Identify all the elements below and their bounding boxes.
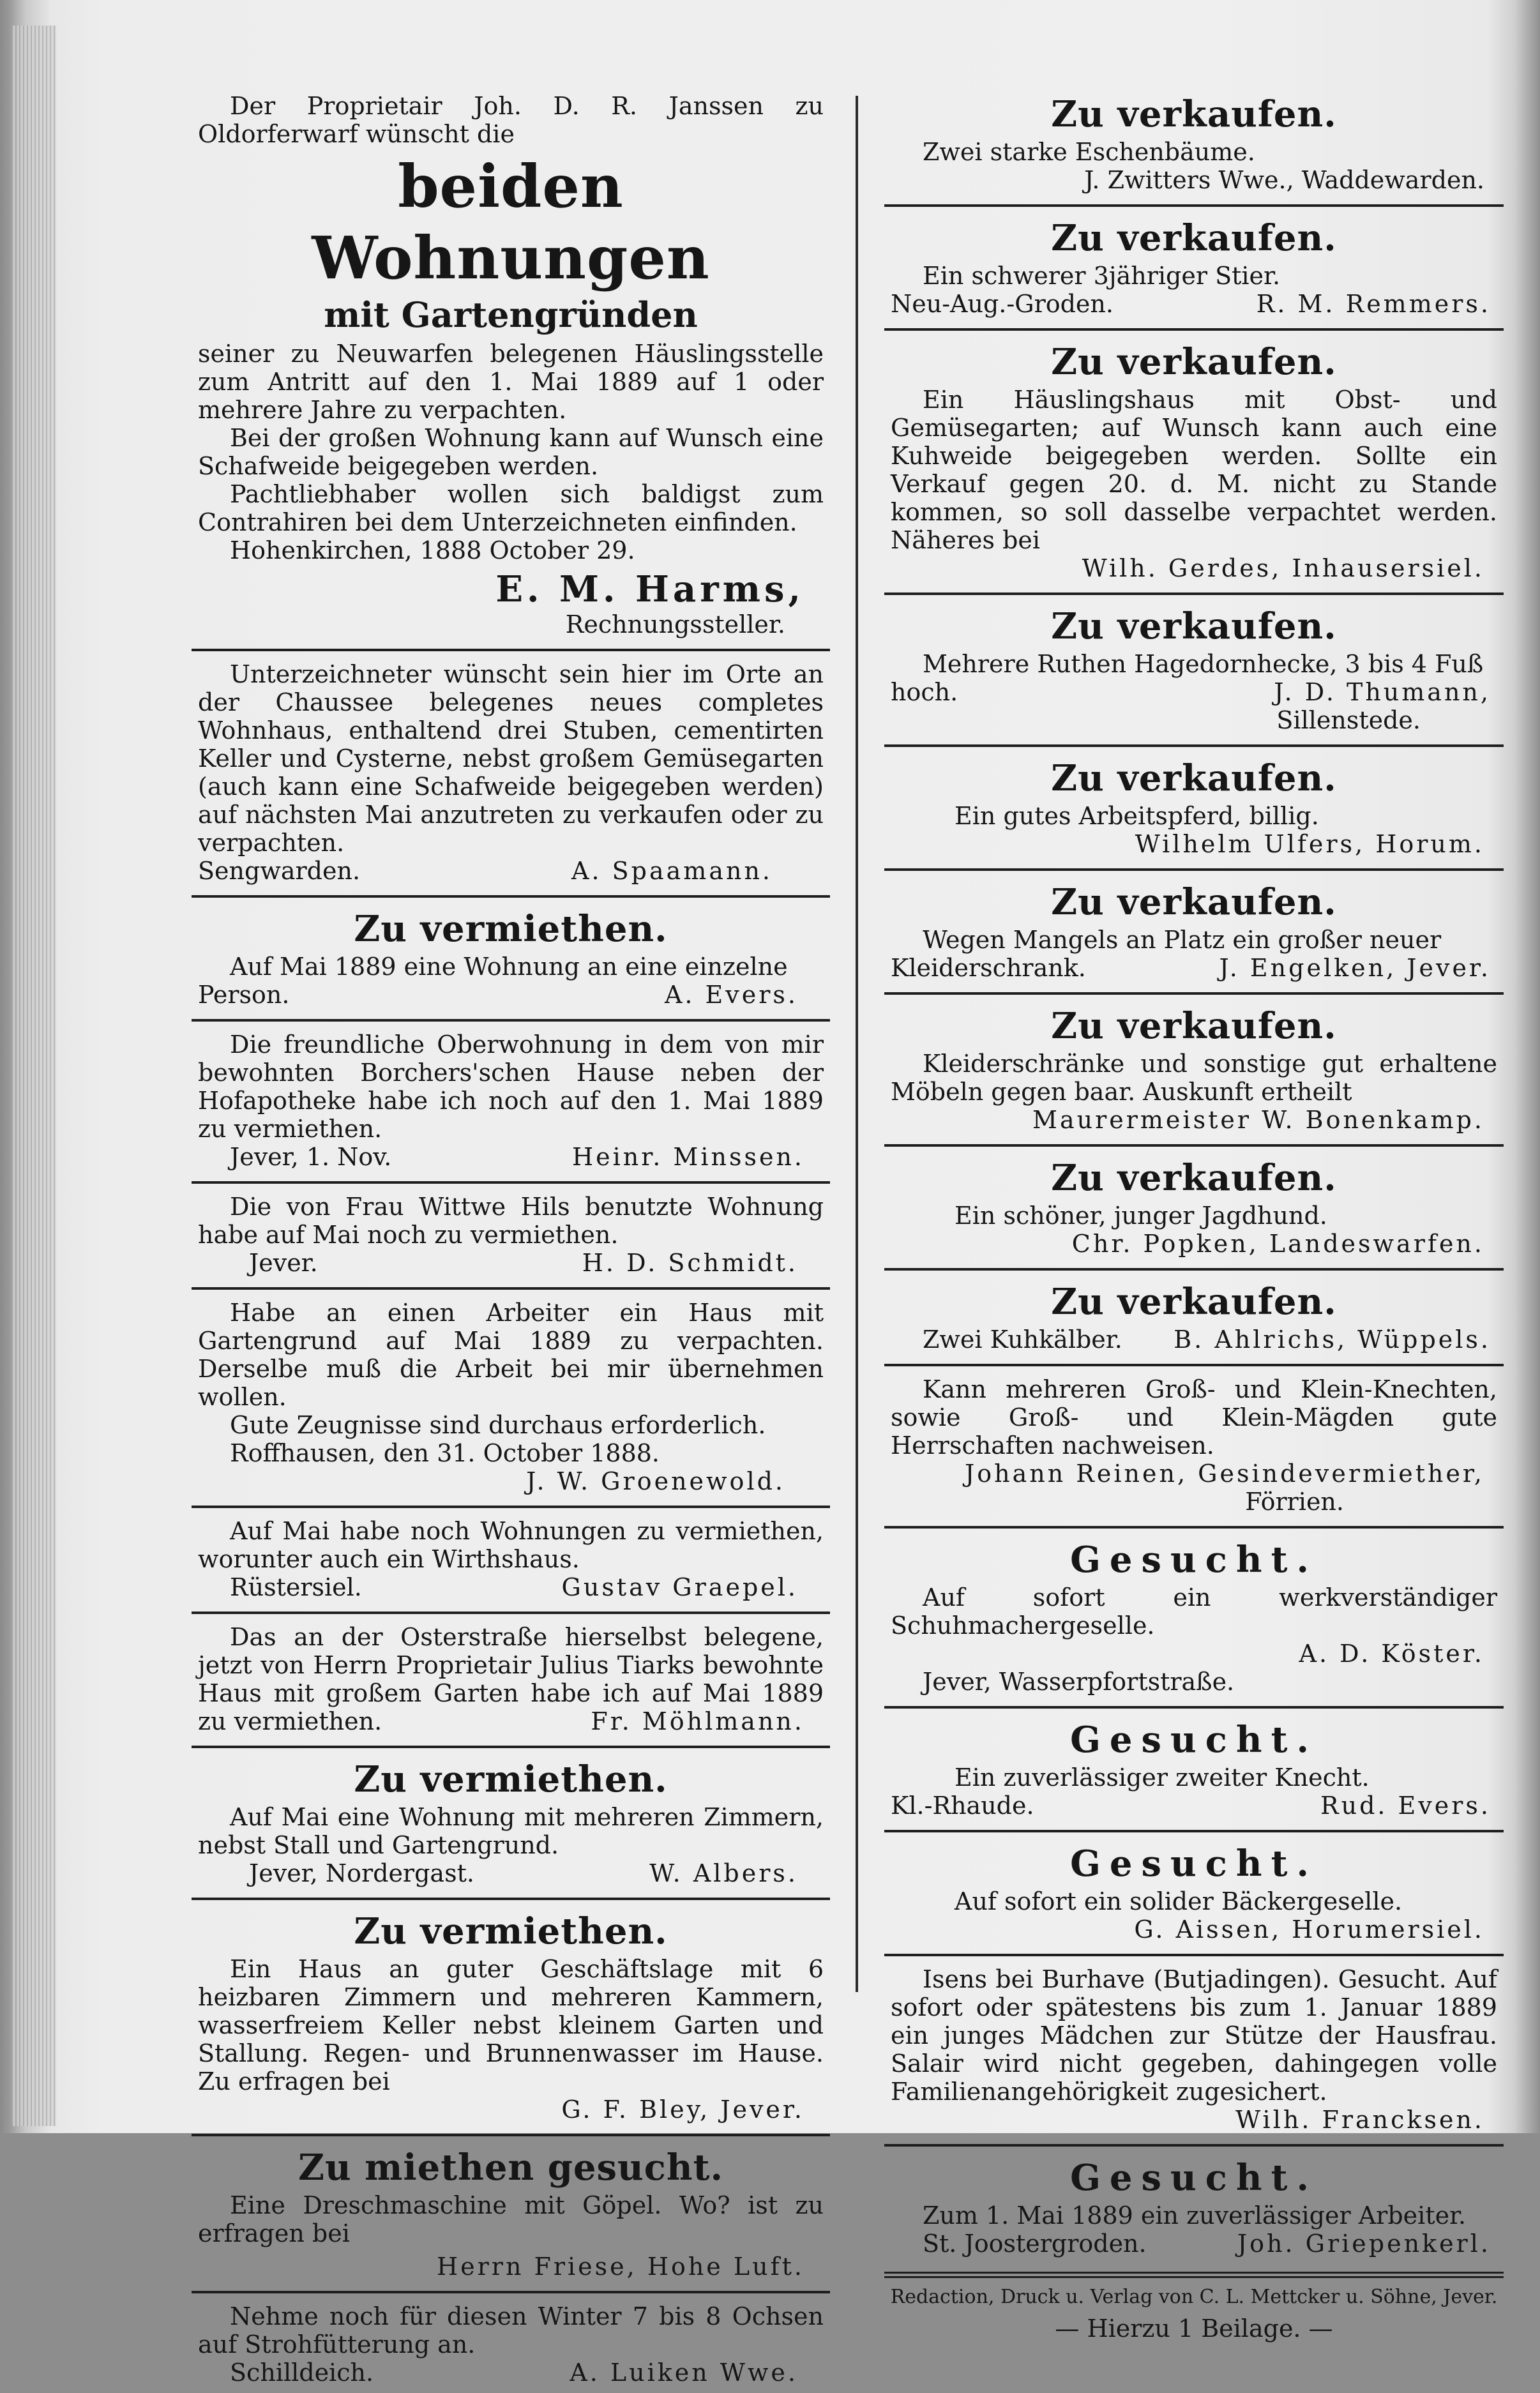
ad-signature: A. D. Köster. bbox=[1299, 1640, 1484, 1668]
ad-place: Sengwarden. bbox=[198, 857, 361, 885]
separator-rule bbox=[884, 744, 1504, 747]
separator-rule bbox=[884, 992, 1504, 995]
separator-rule bbox=[192, 1506, 830, 1508]
ad-body: Kann mehreren Groß- und Klein-Knechten, sowie Groß- und Klein-Mägden gute Herrschaften nachweisen. bbox=[891, 1375, 1497, 1460]
ad-body: Zwei Kuhkälber. bbox=[923, 1325, 1122, 1354]
ad-body-last: Person. bbox=[198, 981, 290, 1009]
ad-signature: Maurermeister W. Bonenkamp. bbox=[1032, 1106, 1484, 1134]
ad-signature: Johann Reinen, Gesindevermiether, bbox=[965, 1460, 1484, 1488]
separator-rule bbox=[884, 868, 1504, 871]
ad-vermiethen-evers bbox=[192, 904, 830, 1015]
ad-signature: E. M. Harms, bbox=[495, 568, 804, 610]
ad-signature: A. Luiken Wwe. bbox=[570, 2359, 798, 2387]
ad-body: Auf Mai habe noch Wohnungen zu vermiethen, worunter auch ein Wirthshaus. bbox=[198, 1517, 824, 1573]
ad-body: Auf Mai eine Wohnung mit mehreren Zimmern, nebst Stall und Gartengrund. bbox=[198, 1803, 824, 1859]
ad-miethen-gesucht bbox=[192, 2143, 830, 2287]
ad-intro: Der Proprietair Joh. D. R. Janssen zu Oldorferwarf wünscht die bbox=[198, 92, 824, 148]
ad-signature: J. Engelken, Jever. bbox=[1219, 954, 1491, 982]
ad-title: Gesucht. bbox=[1070, 1843, 1318, 1885]
separator-rule bbox=[192, 1746, 830, 1748]
ad-signature: Herrn Friese, Hohe Luft. bbox=[436, 2253, 804, 2281]
ad-arbeiter-gesucht bbox=[884, 2153, 1504, 2264]
separator-rule bbox=[884, 2144, 1504, 2147]
separator-rule bbox=[884, 328, 1504, 331]
ad-vermiethen-albers bbox=[192, 1755, 830, 1894]
separator-rule bbox=[884, 1364, 1504, 1366]
ad-signature: Chr. Popken, Landeswarfen. bbox=[1071, 1230, 1484, 1258]
ad-title: Gesucht. bbox=[1070, 2157, 1318, 2199]
ad-body: Bei der großen Wohnung kann auf Wunsch eine Schafweide beigegeben werden. bbox=[198, 424, 824, 480]
ad-place: Jever, 1. Nov. bbox=[230, 1143, 392, 1171]
ad-signature: G. Aissen, Horumersiel. bbox=[1134, 1915, 1484, 1944]
ad-title: Gesucht. bbox=[1070, 1719, 1318, 1761]
ad-title: Zu verkaufen. bbox=[1051, 881, 1337, 923]
ad-eschenbaeume bbox=[884, 89, 1504, 200]
ad-signature: Fr. Möhlmann. bbox=[591, 1707, 804, 1735]
ad-body: Eine Dreschmaschine mit Göpel. Wo? ist zu erfragen bei bbox=[198, 2191, 824, 2247]
ad-title: Zu verkaufen. bbox=[1051, 1281, 1337, 1323]
ad-signature-title: Rechnungssteller. bbox=[565, 610, 785, 638]
ad-title: Gesucht. bbox=[1070, 1539, 1318, 1581]
ad-signature: Gustav Graepel. bbox=[561, 1573, 798, 1601]
ad-signature: W. Albers. bbox=[649, 1859, 798, 1887]
ad-signature: A. Spaamann. bbox=[571, 857, 773, 885]
ad-signature: R. M. Remmers. bbox=[1256, 290, 1491, 318]
ad-body: Auf sofort ein werkverständiger Schuhmachergeselle. bbox=[891, 1583, 1497, 1640]
ad-jagdhund bbox=[884, 1153, 1504, 1264]
ad-body: Die von Frau Wittwe Hils benutzte Wohnung habe auf Mai noch zu vermiethen. bbox=[198, 1193, 824, 1249]
ad-title: Zu vermiethen. bbox=[354, 908, 668, 950]
separator-rule bbox=[192, 649, 830, 651]
column-divider bbox=[856, 96, 858, 1992]
separator-rule bbox=[192, 2291, 830, 2293]
supplement-note: — Hierzu 1 Beilage. — bbox=[1055, 2314, 1333, 2343]
ad-signature: H. D. Schmidt. bbox=[582, 1249, 798, 1277]
ad-oberwohnung bbox=[192, 1028, 830, 1177]
ad-kuhkaelber bbox=[884, 1277, 1504, 1360]
ad-place-date: Roffhausen, den 31. October 1888. bbox=[230, 1439, 660, 1467]
ad-body: Pachtliebhaber wollen sich baldigst zum Contrahiren bei dem Unterzeichneten einfinden. bbox=[198, 480, 824, 536]
ad-body: Auf Mai 1889 eine Wohnung an eine einzelne bbox=[230, 953, 788, 981]
separator-rule bbox=[884, 1526, 1504, 1529]
separator-rule bbox=[192, 1181, 830, 1184]
separator-rule bbox=[884, 204, 1504, 207]
ad-vermiethen-bley bbox=[192, 1906, 830, 2130]
ad-arbeiter-haus bbox=[192, 1296, 830, 1502]
ad-ochsen bbox=[192, 2300, 830, 2393]
ad-place: Schilldeich. bbox=[230, 2359, 374, 2387]
separator-rule bbox=[884, 593, 1504, 595]
ad-signature: Heinr. Minssen. bbox=[572, 1143, 804, 1171]
ad-body: Ein Haus an guter Geschäftslage mit 6 heizbaren Zimmern und mehreren Kammern, wasserfreiem Keller nebst kleinem Garten und Stallung. Regen- und Brunnenwasser im Hause. Zu erfragen bei bbox=[198, 1955, 824, 2095]
ad-signature: Joh. Griepenkerl. bbox=[1237, 2230, 1491, 2258]
ad-place: Neu-Aug.-Groden. bbox=[891, 290, 1113, 318]
ad-signature: Wilhelm Ulfers, Horum. bbox=[1135, 830, 1484, 858]
separator-rule bbox=[192, 2134, 830, 2136]
ad-place: Jever, Wasserpfortstraße. bbox=[923, 1668, 1235, 1696]
ad-baeckergeselle bbox=[884, 1839, 1504, 1950]
separator-rule bbox=[884, 1706, 1504, 1709]
ad-arbeitspferd bbox=[884, 753, 1504, 864]
ad-stier bbox=[884, 213, 1504, 324]
ad-body: Auf sofort ein solider Bäckergeselle. bbox=[955, 1887, 1403, 1915]
ad-body: Unterzeichneter wünscht sein hier im Orte an der Chaussee belegenes neues completes Wohnhaus, enthaltend drei Stuben, cementirten Keller und Cysterne, nebst großem Gemüsegarten (auch kann eine Schafweide beigegeben werden) auf nächsten Mai anzutreten zu verkaufen oder zu verpachten. bbox=[198, 660, 824, 857]
ad-moebeln bbox=[884, 1001, 1504, 1140]
ad-body: Isens bei Burhave (Butjadingen). Gesucht. Auf sofort oder spätestens bis zum 1. Januar 1889 ein junges Mädchen zur Stütze der Hausfrau. Salair wird nicht gegeben, dahingegen volle Familienangehörigkeit zugesichert. bbox=[891, 1965, 1497, 2106]
ad-title: Zu vermiethen. bbox=[354, 1910, 668, 1952]
separator-rule bbox=[192, 1287, 830, 1290]
ad-kleiderschrank bbox=[884, 877, 1504, 988]
ad-signature: J. Zwitters Wwe., Waddewarden. bbox=[1084, 166, 1484, 194]
ad-place-date: Hohenkirchen, 1888 October 29. bbox=[230, 536, 635, 564]
ad-body: Gute Zeugnisse sind durchaus erforderlich. bbox=[230, 1411, 766, 1439]
ad-place: Jever. bbox=[249, 1249, 318, 1277]
ad-body: Die freundliche Oberwohnung in dem von mir bewohnten Borchers'schen Hause neben der Hofapotheke habe ich noch auf den 1. Mai 1889 zu vermiethen. bbox=[198, 1030, 824, 1143]
ad-title: Zu verkaufen. bbox=[1051, 341, 1337, 383]
ad-body: Das an der Osterstraße hierselbst belegene, jetzt von Herrn Proprietair Julius Tiarks bewohnte Haus mit großem Garten habe ich auf Mai 1889 zu vermiethen. bbox=[198, 1623, 824, 1735]
ad-signature: B. Ahlrichs, Wüppels. bbox=[1174, 1325, 1491, 1354]
ad-body: Ein zuverlässiger zweiter Knecht. bbox=[955, 1763, 1370, 1792]
ad-signature: Wilh. Gerdes, Inhausersiel. bbox=[1082, 554, 1484, 582]
ad-body: Ein schwerer 3jähriger Stier. bbox=[923, 262, 1281, 290]
ad-place: St. Joostergroden. bbox=[923, 2230, 1147, 2258]
ad-hagedornhecke bbox=[884, 601, 1504, 741]
ad-subheadline: mit Gartengründen bbox=[324, 294, 698, 335]
ad-signature-place: Förrien. bbox=[1245, 1488, 1344, 1516]
right-column bbox=[884, 89, 1504, 2344]
ad-osterstrasse-haus bbox=[192, 1620, 830, 1742]
ad-body: Ein schöner, junger Jagdhund. bbox=[955, 1202, 1327, 1230]
ad-signature: J. D. Thumann, bbox=[1274, 678, 1491, 706]
separator-rule bbox=[192, 1019, 830, 1022]
ad-title: Zu vermiethen. bbox=[354, 1758, 668, 1800]
ad-body: Mehrere Ruthen Hagedornhecke, 3 bis 4 Fuß bbox=[923, 650, 1484, 678]
ad-isens-maedchen bbox=[884, 1963, 1504, 2140]
ad-zweiter-knecht bbox=[884, 1715, 1504, 1826]
ad-body: Zwei starke Eschenbäume. bbox=[923, 138, 1255, 166]
ad-gesindevermiether bbox=[884, 1373, 1504, 1522]
ad-hils-wohnung bbox=[192, 1190, 830, 1283]
footer-double-rule bbox=[884, 2272, 1504, 2278]
ad-signature: Wilh. Francksen. bbox=[1235, 2106, 1484, 2134]
book-page-edges bbox=[11, 26, 56, 2126]
ad-body: Ein gutes Arbeitspferd, billig. bbox=[955, 802, 1319, 830]
ad-body: Nehme noch für diesen Winter 7 bis 8 Ochsen auf Strohfütterung an. bbox=[198, 2302, 824, 2359]
ad-body: Wegen Mangels an Platz ein großer neuer bbox=[923, 926, 1442, 954]
ad-haeuslingshaus bbox=[884, 337, 1504, 589]
left-column bbox=[192, 89, 830, 2393]
ad-body: Ein Häuslingshaus mit Obst- und Gemüsegarten; auf Wunsch kann auch eine Kuhweide beigegeben werden. Sollte ein Verkauf gegen 20. d. M. nicht zu Stande kommen, so soll dasselbe verpachtet werden. Näheres bei bbox=[891, 386, 1497, 554]
ad-place: Rüstersiel. bbox=[230, 1573, 362, 1601]
ad-signature: G. F. Bley, Jever. bbox=[561, 2095, 804, 2124]
separator-rule bbox=[884, 1144, 1504, 1147]
ad-title: Zu verkaufen. bbox=[1051, 93, 1337, 135]
ad-body: seiner zu Neuwarfen belegenen Häuslingsstelle zum Antritt auf den 1. Mai 1889 auf 1 oder mehrere Jahre zu verpachten. bbox=[198, 340, 824, 424]
ad-body: Habe an einen Arbeiter ein Haus mit Gartengrund auf Mai 1889 zu verpachten. Derselbe muß die Arbeit bei mir übernehmen wollen. bbox=[198, 1299, 824, 1411]
ad-place: Jever, Nordergast. bbox=[249, 1859, 474, 1887]
ad-wirthshaus bbox=[192, 1514, 830, 1608]
ad-schuhmachergeselle bbox=[884, 1535, 1504, 1702]
imprint: Redaction, Druck u. Verlag von C. L. Mettcker u. Söhne, Jever. bbox=[890, 2286, 1498, 2308]
ad-signature-place: Sillenstede. bbox=[1276, 706, 1421, 734]
ad-signature: A. Evers. bbox=[664, 981, 798, 1009]
ad-title: Zu verkaufen. bbox=[1051, 1005, 1337, 1047]
ad-title: Zu verkaufen. bbox=[1051, 605, 1337, 647]
ad-body-last: hoch. bbox=[891, 678, 958, 706]
separator-rule bbox=[884, 1268, 1504, 1271]
ad-beiden-wohnungen bbox=[192, 89, 830, 645]
separator-rule bbox=[884, 1954, 1504, 1956]
ad-title: Zu verkaufen. bbox=[1051, 1157, 1337, 1199]
separator-rule bbox=[192, 1898, 830, 1900]
ad-headline: beiden Wohnungen bbox=[312, 152, 710, 292]
separator-rule bbox=[884, 1830, 1504, 1832]
ad-body: Zum 1. Mai 1889 ein zuverlässiger Arbeiter. bbox=[923, 2201, 1467, 2230]
ad-signature: Rud. Evers. bbox=[1320, 1792, 1491, 1820]
ad-title: Zu verkaufen. bbox=[1051, 757, 1337, 799]
ad-body: Kleiderschränke und sonstige gut erhaltene Möbeln gegen baar. Auskunft ertheilt bbox=[891, 1050, 1497, 1106]
ad-body-last: Kleiderschrank. bbox=[891, 954, 1086, 982]
ad-signature: J. W. Groenewold. bbox=[526, 1467, 785, 1495]
separator-rule bbox=[192, 895, 830, 898]
ad-title: Zu verkaufen. bbox=[1051, 217, 1337, 259]
ad-wohnhaus-sengwarden bbox=[192, 658, 830, 891]
ad-place: Kl.-Rhaude. bbox=[891, 1792, 1034, 1820]
ad-title: Zu miethen gesucht. bbox=[298, 2147, 723, 2189]
separator-rule bbox=[192, 1612, 830, 1614]
